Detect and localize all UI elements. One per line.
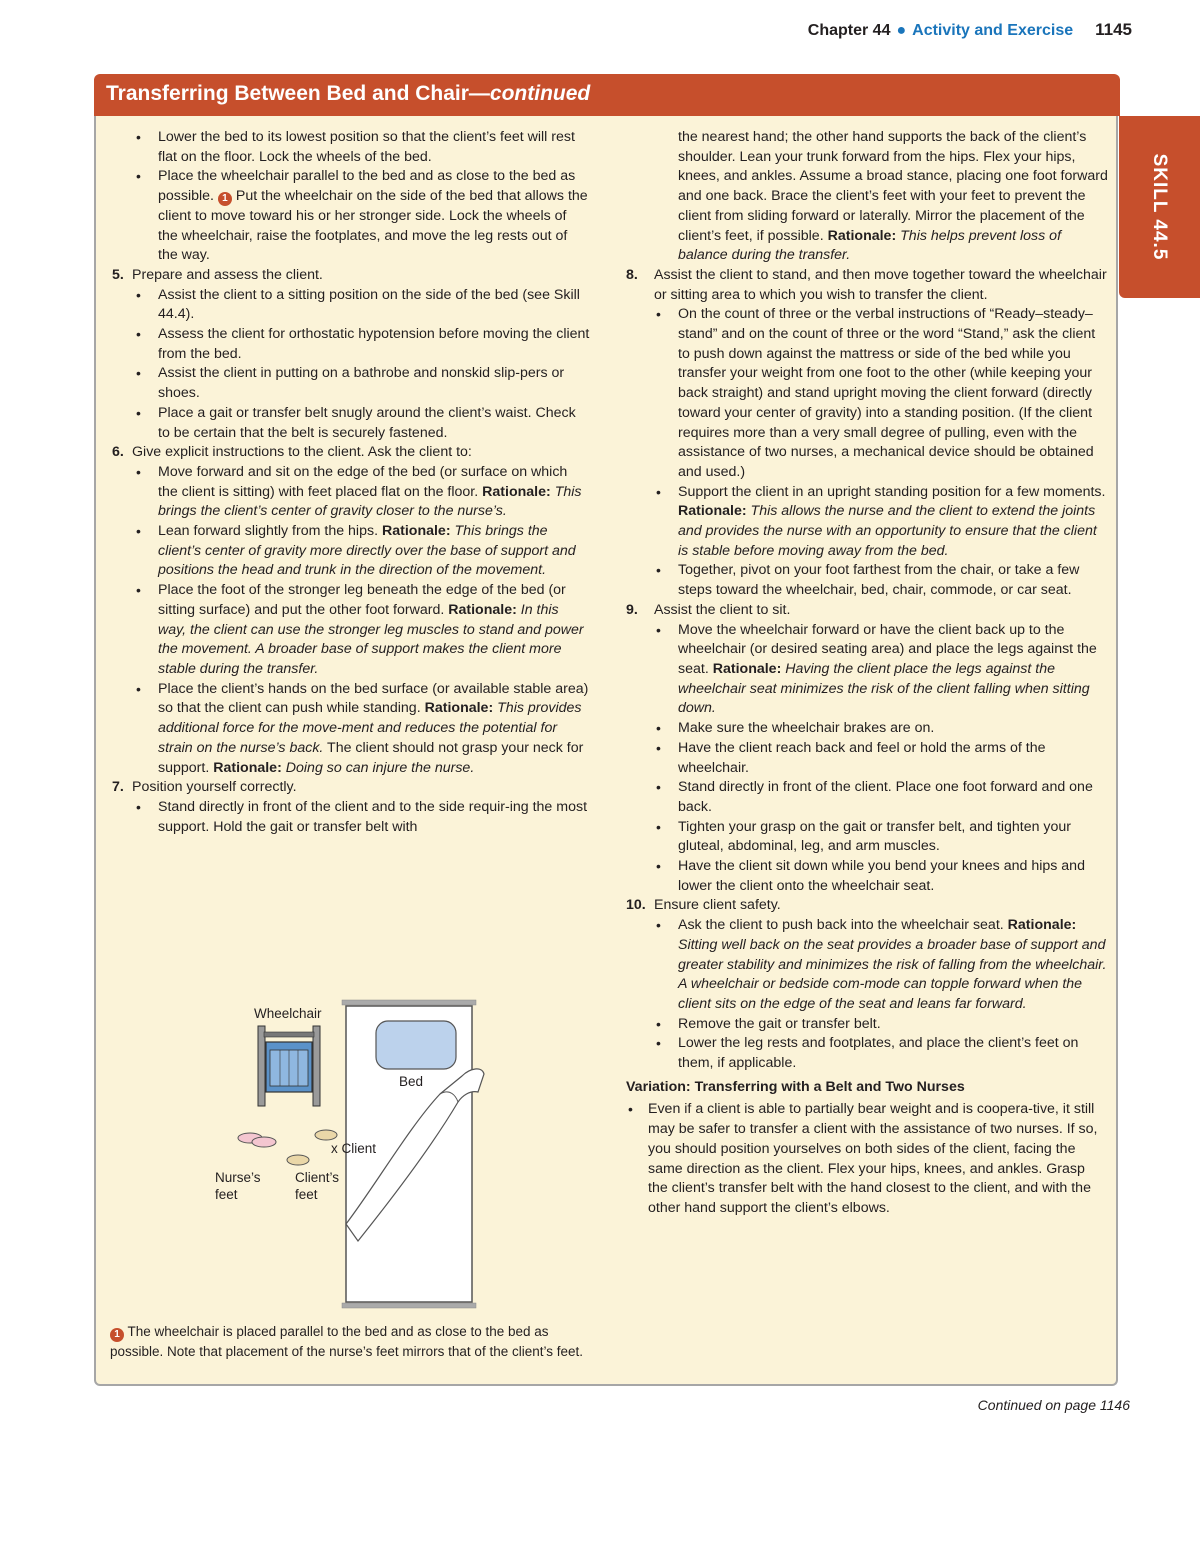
step-number: 9. (626, 601, 638, 618)
figure-label-nurses-feet-1: Nurse’s (215, 1170, 261, 1185)
list-item: • On the count of three or the verbal instructions of “Ready–steady–stand” and on the count of three or the word “Stand,” ask the client to push down against the mattress or side of the bed while you transfer your weight from one foot to the other (while keeping your back straight) and stand upright moving the client forward (directly toward your center of gravity) into a standing position. (If the client requires more than a very small degree of pulling, even with the assistance of two nurses, a mechanical device should be obtained and used.) (626, 305, 1108, 482)
step-text: Assist the client to stand, and then move together toward the wheelchair or sitting area to which you wish to transfer the client. (654, 266, 1107, 303)
skill-side-tab-label: SKILL 44.5 (1149, 153, 1170, 261)
list-item (112, 167, 590, 266)
nurses-feet-icon (238, 1133, 276, 1147)
rationale-label: Rationale: (424, 700, 494, 717)
rationale-label: Rationale: (213, 759, 282, 776)
figure-label-bed: Bed (399, 1074, 424, 1089)
pillow-shape (376, 1021, 456, 1069)
wheelchair-icon (258, 1026, 320, 1106)
list-item: • Lower the bed to its lowest position so that the client’s feet will rest flat on the floor. Lock the wheels of the bed. (112, 128, 590, 167)
text: Ask the client to push back into the wheelchair seat. (678, 917, 1004, 934)
callout-1-icon: 1 (218, 192, 232, 206)
rationale-text: This brings the client’s center of gravity more directly over the base of support and positions the head and trunk in the direction of the movement. (158, 523, 576, 579)
step-7-continued (626, 128, 1108, 266)
rationale-text: In this way, the client can use the stronger leg muscles to stand and power the movement. A broader base of support makes the client more stable during the transfer. (158, 601, 584, 677)
rationale-label: Rationale: (1007, 917, 1077, 934)
rationale-label: Rationale: (827, 227, 897, 244)
text: the nearest hand; the other hand supports the back of the client’s shoulder. Lean your trunk forward from the hips. Flex your hips, knees, and ankles. Assume a broad stance, placing one foot forward and one back. Brace the client’s feet with your feet to prevent the client from sliding forward or laterally. Mirror the placement of the client’s feet, if possible. (678, 129, 1108, 244)
left-column (112, 128, 590, 837)
step-7 (112, 778, 590, 798)
text: Lean forward slightly from the hips. (158, 523, 379, 540)
text: Support the client in an upright standing position for a few moments. (678, 483, 1106, 500)
variation-text: • Even if a client is able to partially bear weight and is coopera-tive, it still may be safer to transfer a client with the assistance of two nurses. If so, you should position yourselves on both sides of the client, facing the same direction as the client. Flex your hips, knees, and ankles. Grasp the client’s transfer belt with the hand closest to the client, and with the other hand support the client’s elbows. (626, 1100, 1108, 1218)
list-item (626, 483, 1108, 562)
text: Move forward and sit on the edge of the bed (or surface on which the client is sitting) with feet placed flat on the floor. (158, 463, 568, 500)
list-item: • Tighten your grasp on the gait or transfer belt, and tighten your gluteal, abdominal, leg, and arm muscles. (626, 818, 1108, 857)
list-item (626, 916, 1108, 1015)
step-number: 8. (626, 266, 638, 283)
step-text: Assist the client to sit. (654, 601, 791, 618)
rationale-text: This provides additional force for the move-ment and reduces the potential for strain on the nurse’s back. (158, 700, 582, 756)
list-item: • Have the client sit down while you bend your knees and hips and lower the client onto the wheelchair seat. (626, 857, 1108, 896)
list-item (112, 463, 590, 522)
list-item: • Together, pivot on your foot farthest from the chair, or take a few steps toward the wheelchair, bed, chair, commode, or car seat. (626, 561, 1108, 600)
list-item: • Assist the client in putting on a bathrobe and nonskid slip-pers or shoes. (112, 364, 590, 403)
text: Put the wheelchair on the side of the bed that allows the client to move toward his or her stronger side. Lock the wheels of the wheelchair, raise the footplates, and move the leg rests out of the way. (158, 188, 588, 264)
list-item: • Place a gait or transfer belt snugly around the client’s waist. Check to be certain that the belt is securely fastened. (112, 404, 590, 443)
rationale-label: Rationale: (712, 660, 782, 677)
skill-title-main: Transferring Between Bed and Chair— (106, 82, 490, 105)
rationale-text: Sitting well back on the seat provides a broader base of support and greater stability and minimizes the risk of falling from the wheelchair. A wheelchair or bedside com-mode can topple forward when the client sits on the edge of the seat and leans far forward. (678, 936, 1107, 1012)
list-item (112, 680, 590, 779)
transfer-diagram (200, 996, 500, 1316)
text: Place the foot of the stronger leg beneath the edge of the bed (or sitting surface) and put the other foot forward. (158, 582, 566, 618)
list-item (112, 522, 590, 581)
list-item (112, 581, 590, 680)
list-item: • Have the client reach back and feel or hold the arms of the wheelchair. (626, 739, 1108, 778)
right-column (626, 128, 1108, 1219)
rationale-label: Rationale: (381, 523, 451, 540)
step-number: 5. (112, 266, 124, 283)
rationale-label: Rationale: (448, 601, 517, 618)
continued-note: Continued on page 1146 (977, 1397, 1130, 1413)
rationale-text: This helps prevent loss of balance during the transfer. (678, 227, 1062, 264)
skill-banner (94, 74, 1120, 116)
skill-side-tab (1119, 116, 1200, 298)
list-item: • Make sure the wheelchair brakes are on. (626, 719, 1108, 739)
text: Move the wheelchair forward or have the client back up to the wheelchair (or desired seating area) and place the legs against the seat. (678, 621, 1097, 677)
step-number: 10. (626, 897, 646, 914)
caption-text: The wheelchair is placed parallel to the bed and as close to the bed as possible. Note that placement of the nurse’s feet mirrors that of the client’s feet. (110, 1324, 584, 1359)
step-text: Position yourself correctly. (132, 779, 297, 796)
text: Place the wheelchair parallel to the bed and as close to the bed as possible. (158, 168, 576, 205)
figure-label-clients-feet-1: Client’s (295, 1170, 340, 1185)
list-item (626, 621, 1108, 720)
rationale-text: Having the client place the legs against the wheelchair seat minimizes the risk of the client falling when sitting down. (678, 660, 1090, 717)
bullet-dot-icon: ● (896, 22, 907, 39)
list-item: • Stand directly in front of the client. Place one foot forward and one back. (626, 778, 1108, 817)
rationale-label: Rationale: (678, 503, 747, 520)
step-5 (112, 266, 590, 286)
text: Place the client’s hands on the bed surface (or available stable area) so that the client can push while standing. (158, 680, 589, 717)
page-number: 1145 (1095, 20, 1132, 39)
step-8 (626, 266, 1108, 305)
variation-heading: Variation: Transferring with a Belt and Two Nurses (626, 1078, 965, 1095)
chapter-label: Chapter 44 (807, 22, 891, 39)
list-item: • Remove the gait or transfer belt. (626, 1015, 1108, 1035)
step-number: 7. (112, 779, 124, 796)
rationale-label: Rationale: (482, 483, 551, 500)
skill-title-continued: continued (489, 82, 591, 105)
skill-title (106, 82, 590, 106)
text: The client should not grasp your neck for support. (158, 739, 584, 776)
step-6 (112, 443, 590, 463)
list-item: • Assess the client for orthostatic hypotension before moving the client from the bed. (112, 325, 590, 364)
step-10 (626, 896, 1108, 916)
list-item: • Assist the client to a sitting position on the side of the bed (see Skill 44.4). (112, 286, 590, 325)
step-text: Ensure client safety. (654, 897, 781, 914)
chapter-topic: Activity and Exercise (912, 22, 1074, 39)
list-item: • Stand directly in front of the client and to the side requir-ing the most support. Hold the gait or transfer belt with (112, 798, 590, 837)
rationale-text: This allows the nurse and the client to extend the joints and provides the nurse with an opportunity to ensure that the client is stable before moving away from the bed. (678, 503, 1097, 559)
figure-label-wheelchair: Wheelchair (254, 1006, 322, 1021)
rationale-text: This brings the client’s center of gravity closer to the nurse’s. (158, 483, 582, 520)
callout-1-icon: 1 (110, 1328, 124, 1342)
clients-feet-icon (287, 1130, 337, 1165)
transfer-figure (200, 996, 500, 1316)
step-number: 6. (112, 444, 124, 461)
rationale-text: Doing so can injure the nurse. (285, 759, 475, 776)
step-9 (626, 601, 1108, 621)
list-item: • Lower the leg rests and footplates, and place the client’s feet on them, if applicable. (626, 1034, 1108, 1073)
running-header (808, 20, 1132, 40)
figure-label-clients-feet-2: feet (295, 1187, 318, 1202)
step-text: Prepare and assess the client. (132, 266, 323, 283)
figure-caption (110, 1322, 590, 1362)
step-text: Give explicit instructions to the client. Ask the client to: (132, 444, 472, 461)
figure-label-client: x Client (331, 1141, 377, 1156)
figure-label-nurses-feet-2: feet (215, 1187, 238, 1202)
